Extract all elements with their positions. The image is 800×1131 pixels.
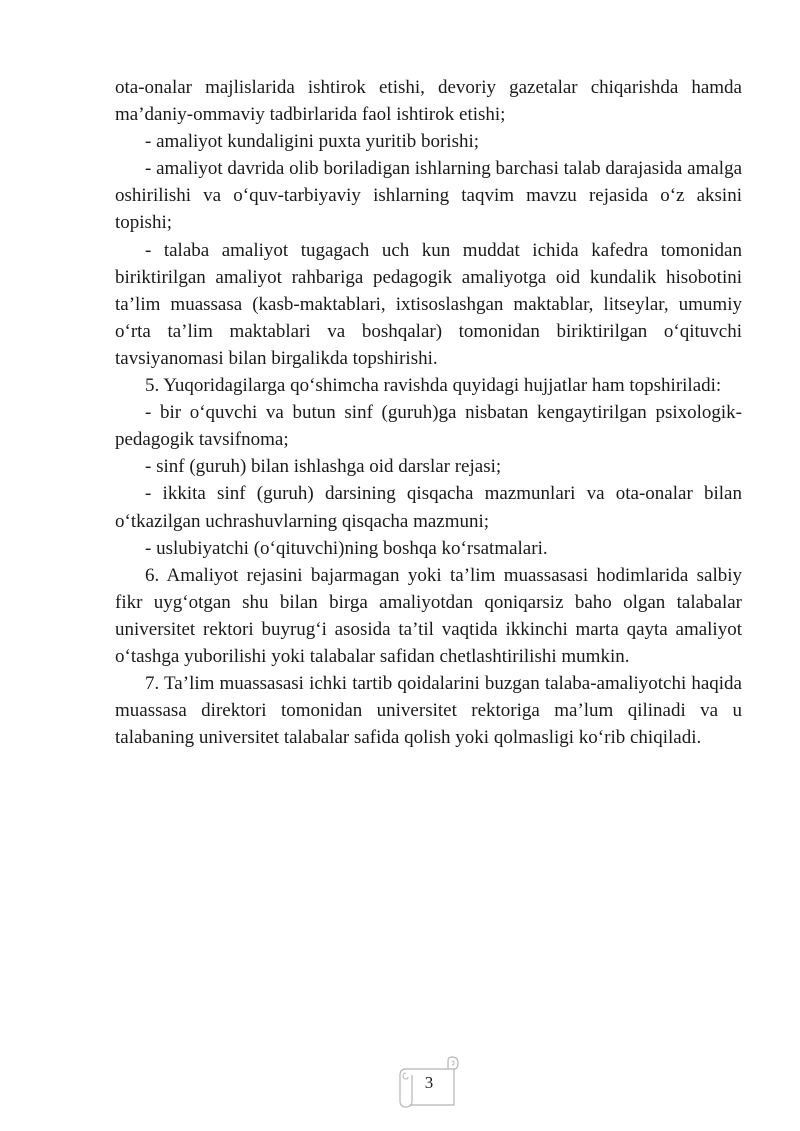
list-item-instructions: - uslubiyatchi (o‘qituvchi)ning boshqa ko‘rsatmalari. <box>145 537 548 559</box>
list-item-lesson-plans: - sinf (guruh) bilan ishlashga oid darslar rejasi; <box>145 456 502 478</box>
list-item-report: - talaba amaliyot tugagach uch kun muddat ichida kafedra tomonidan biriktirilgan amaliyot rahbariga pedagogik amaliyotga oid kundalik hisobotini ta’lim muassasa (kasb-maktablari, ixtisoslashgan maktablar, litseylar, umumiy o‘rta ta’lim maktablari va boshqalar) tomonidan biriktirilgan o‘qituvchi tavsiyanomasi bilan birgalikda topshirishi. <box>115 239 742 369</box>
paragraph-item-6: 6. Amaliyot rejasini bajarmagan yoki ta’lim muassasasi hodimlarida salbiy fikr uyg‘otgan shu bilan birga amaliyotdan qoniqarsiz baho olgan talabalar universitet rektori buyrug‘i asosida ta’til vaqtida ikkinchi marta qayta amaliyot o‘tashga yuborilishi yoki talabalar safidan chetlashtirilishi mumkin. <box>115 564 742 667</box>
paragraph-item-5: 5. Yuqoridagilarga qo‘shimcha ravishda quyidagi hujjatlar ham topshiriladi: <box>145 375 722 397</box>
paragraph-item-7: 7. Ta’lim muassasasi ichki tartib qoidalarini buzgan talaba-amaliyotchi haqida muassasa direktori tomonidan universitet rektoriga ma’lum qilinadi va u talabaning universitet talabalar safida qolish yoki qolmasligi ko‘rib chiqiladi. <box>115 673 742 749</box>
paragraph-continuation: ota-onalar majlislarida ishtirok etishi, devoriy gazetalar chiqarishda hamda ma’daniy-ommaviy tadbirlarida faol ishtirok etishi; <box>115 77 742 126</box>
list-item-characteristic: - bir o‘quvchi va butun sinf (guruh)ga nisbatan kengaytirilgan psixologik-pedagogik tavsifnoma; <box>115 402 742 451</box>
list-item-diary: - amaliyot kundaligini puxta yuritib borishi; <box>145 131 480 153</box>
list-item-lesson-summaries: - ikkita sinf (guruh) darsining qisqacha mazmunlari va ota-onalar bilan o‘tkazilgan uchrashuvlarning qisqacha mazmuni; <box>115 483 742 532</box>
document-body <box>115 74 742 751</box>
list-item-work-plan: - amaliyot davrida olib boriladigan ishlarning barchasi talab darajasida amalga oshirilishi va o‘quv-tarbiyaviy ishlarning taqvim mavzu rejasida o‘z aksini topishi; <box>115 158 742 234</box>
page-number: 3 <box>424 1073 434 1092</box>
page-number-scroll <box>396 1055 462 1111</box>
